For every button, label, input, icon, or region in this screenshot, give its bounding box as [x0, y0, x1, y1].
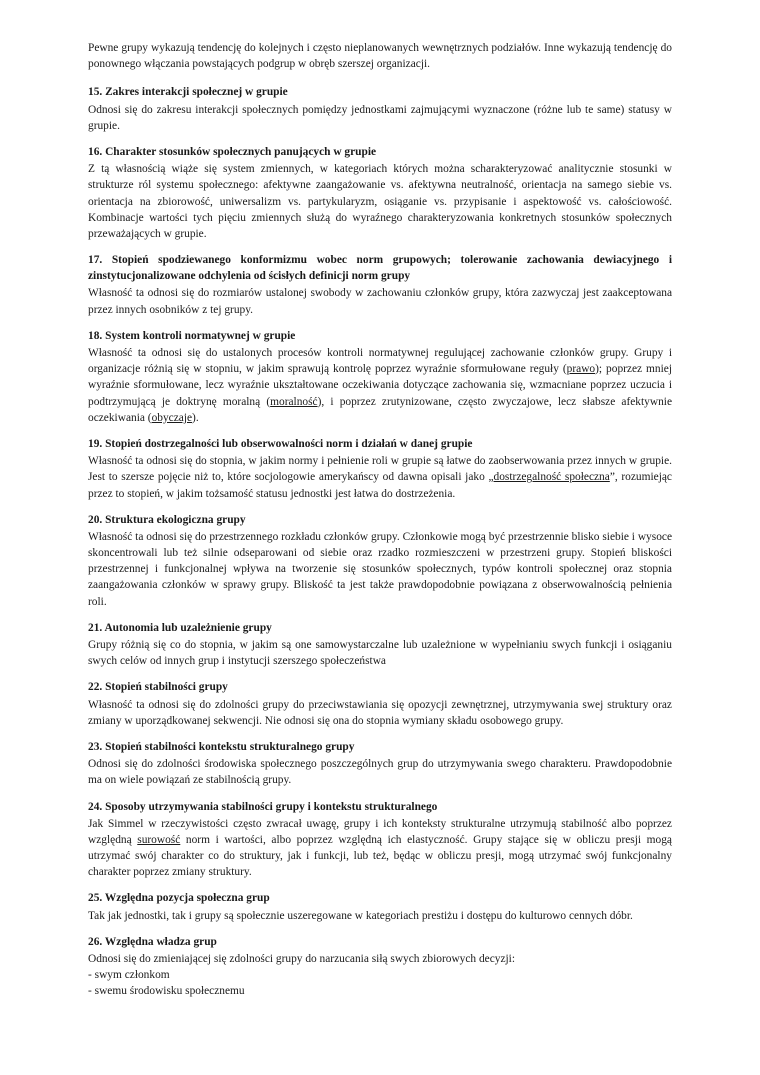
- section-23: [88, 739, 672, 789]
- section-26: [88, 934, 672, 1000]
- section-body: Odnosi się do zmieniającej się zdolności grupy do narzucania siłą swych zbiorowych decyzji:: [88, 953, 516, 965]
- section-24: [88, 799, 672, 881]
- emphasized-term: prawo: [566, 363, 596, 376]
- section-heading: 22. Stopień stabilności grupy: [88, 681, 228, 694]
- section-heading: 18. System kontroli normatywnej w grupie: [88, 329, 296, 342]
- section-body: Własność ta odnosi się do rozmiarów ustalonej swobody w zachowaniu członków grupy, która zazwyczaj jest zaakceptowana przez innych osobników z tej grupy.: [88, 287, 672, 316]
- section-heading: 15. Zakres interakcji społecznej w grupie: [88, 86, 288, 99]
- section-25: [88, 890, 672, 923]
- section-heading: 23. Stopień stabilności kontekstu strukturalnego grupy: [88, 740, 355, 753]
- section-heading: 21. Autonomia lub uzależnienie grupy: [88, 621, 272, 634]
- section-body: Odnosi się do zakresu interakcji społecznych pomiędzy jednostkami zajmującymi wyznaczone (różne lub te same) statusy w grupie.: [88, 103, 672, 132]
- section-22: [88, 679, 672, 729]
- section-15: [88, 84, 672, 134]
- section-19: [88, 436, 672, 502]
- section-heading: 17. Stopień spodziewanego konformizmu wobec norm grupowych; tolerowanie zachowania dewiacyjnego i zinstytucjonalizowane odchylenia od ścisłych definicji norm grupy: [88, 254, 672, 283]
- section-heading: 25. Względna pozycja społeczna grup: [88, 892, 270, 905]
- intro-paragraph: Pewne grupy wykazują tendencję do kolejnych i często nieplanowanych wewnętrznych podziałów. Inne wykazują tendencję do ponownego włączania powstających podgrup w obręb szerszej organizacji.: [88, 42, 672, 71]
- section-heading: 24. Sposoby utrzymywania stabilności grupy i kontekstu strukturalnego: [88, 800, 438, 813]
- text-run: Własność ta odnosi się do ustalonych procesów kontroli normatywnej regulującej zachowanie członków grupy. Grupy i organizacje różnią się w stopniu, w jakim sprawują kontrolę poprzez wyraźnie sformułowane reguły (: [88, 347, 672, 376]
- section-body: Własność ta odnosi się do przestrzennego rozkładu członków grupy. Członkowie mogą być przestrzennie blisko siebie i wysoce skoncentrowali lub też silnie odseparowani od siebie oraz rzadko rozmieszczeni w przestrzeni grupy. Stopień bliskości przestrzennej i funkcjonalnej wpływa na tworzenie się stosunków społecznych, typów kontroli społecznej oraz stopnia zaangażowania członków w sprawy grupy. Bliskość ta jest także prawdopodobnie powiązana z obserwowalnością pełnienia roli.: [88, 530, 672, 608]
- emphasized-term: obyczaje: [151, 411, 193, 424]
- section-body: Tak jak jednostki, tak i grupy są społecznie uszeregowane w kategoriach prestiżu i dostępu do kulturowo cennych dóbr.: [88, 909, 633, 922]
- section-heading: 16. Charakter stosunków społecznych panujących w grupie: [88, 145, 377, 158]
- section-17: [88, 252, 672, 318]
- list-item: - swym członkom: [88, 969, 170, 982]
- text-run: Jak Simmel w rzeczywistości często zwracał uwagę, grupy i ich konteksty strukturalne utrzymują stabilność albo poprzez względną: [88, 817, 672, 846]
- section-heading: 20. Struktura ekologiczna grupy: [88, 513, 246, 526]
- section-20: [88, 512, 672, 610]
- section-body: Własność ta odnosi się do zdolności grupy do przeciwstawiania się opozycji zewnętrznej, utrzymywania swej struktury oraz zmiany w uporządkowanej sekwencji. Nie odnosi się ona do stopnia wymiany składu osobowego grupy.: [88, 698, 672, 727]
- section-heading: 26. Względna władza grup: [88, 935, 217, 948]
- section-body: [88, 345, 672, 426]
- emphasized-term: dostrzegalność społeczna: [493, 471, 610, 484]
- list-item: - swemu środowisku społecznemu: [88, 985, 245, 998]
- section-body: [88, 816, 672, 881]
- text-run: Własność ta odnosi się do stopnia, w jakim normy i pełnienie roli w grupie są łatwe do zaobserwowania przez innych w grupie. Jest to szersze pojęcie niż to, które socjologowie amerykańscy od dawna opisali jako „: [88, 455, 672, 484]
- text-run: ”, rozumiejąc przez to stopień, w jakim tożsamość statusu jednostki jest łatwa do dostrzeżenia.: [88, 471, 672, 500]
- section-21: [88, 620, 672, 670]
- emphasized-term: moralność: [270, 395, 318, 408]
- emphasized-term: surowość: [137, 833, 181, 846]
- section-heading: 19. Stopień dostrzegalności lub obserwowalności norm i działań w danej grupie: [88, 437, 473, 450]
- section-body: [88, 453, 672, 502]
- section-body: Odnosi się do zdolności środowiska społecznego poszczególnych grup do utrzymywania swego charakteru. Prawdopodobnie ma on wiele powiązań ze stabilnością grupy.: [88, 758, 672, 787]
- text-run: norm i wartości, albo poprzez względną ich elastyczność. Grupy stające się w obliczu presji mogą utrzymać swój charakter co do struktury, jak i funkcji, lub też, będąc w obliczu presji, mogą utrzymać swój funkcjonalny charakter poprzez zmiany struktury.: [88, 833, 672, 879]
- text-run: ).: [192, 411, 199, 424]
- section-body: Grupy różnią się co do stopnia, w jakim są one samowystarczalne lub uzależnione w wypełnianiu swych funkcji i osiąganiu swych celów od innych grup i instytucji szerszego społeczeństwa: [88, 639, 672, 668]
- section-18: [88, 328, 672, 426]
- text-run: ); poprzez mniej wyraźnie sformułowane, lecz wyraźnie ukształtowane oczekiwania dotyczące zachowania się, wzmacniane poprzez uczucia i podtrzymującą je doktrynę moralną (: [88, 363, 673, 408]
- section-16: [88, 144, 672, 242]
- section-body: Z tą własnością wiąże się system zmiennych, w kategoriach których można scharakteryzować analitycznie stosunki w strukturze ról systemu społecznego: afektywne zaangażowanie vs. afektywna neutralność, orientacja na samego siebie vs. orientacja na zbiorowość, uniwersalizm vs. partykularyzm, osiąganie vs. przypisanie i aspektowość vs. całościowość. Kombinacje wartości tych pięciu zmiennych służą do wyraźnego charakteryzowania konkretnych stosunków społecznych przeważających w grupie.: [88, 163, 672, 240]
- text-run: ), i poprzez zrutynizowane, często zwyczajowe, lecz słabsze afektywnie oczekiwania (: [88, 395, 673, 424]
